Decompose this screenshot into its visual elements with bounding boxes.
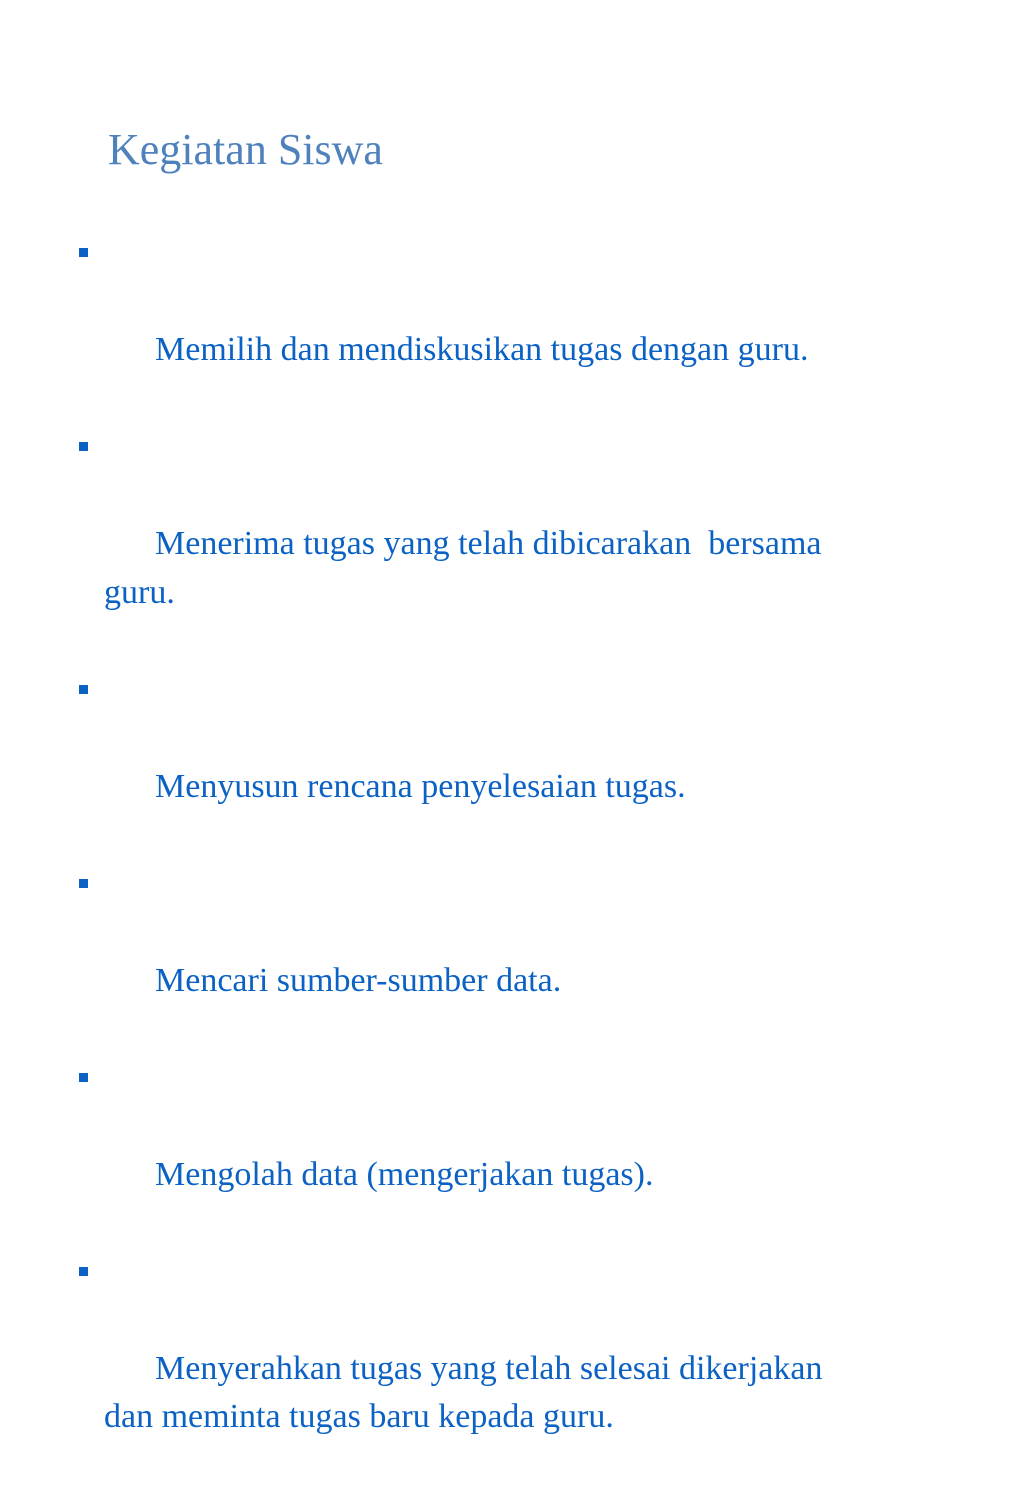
square-bullet-icon [79, 248, 88, 257]
bullet-text: Mencari sumber-sumber data. [155, 962, 561, 999]
bullet-text: Mengolah data (mengerjakan tugas). [155, 1156, 653, 1193]
slide-title: Kegiatan Siswa [108, 122, 383, 178]
square-bullet-icon [79, 1073, 88, 1082]
bullet-text: Memilih dan mendiskusikan tugas dengan guru. [155, 331, 808, 368]
bullet-item [104, 860, 964, 1054]
bullet-item [104, 423, 964, 666]
bullet-item [104, 666, 964, 860]
bullet-text: Menyerahkan tugas yang telah selesai dikerjakan dan meminta tugas baru kepada guru. [104, 1350, 822, 1436]
bullet-list [104, 229, 964, 1490]
square-bullet-icon [79, 879, 88, 888]
square-bullet-icon [79, 442, 88, 451]
square-bullet-icon [79, 1267, 88, 1276]
bullet-item [104, 1248, 964, 1490]
bullet-item [104, 229, 964, 423]
bullet-text: Menerima tugas yang telah dibicarakan bersama guru. [104, 525, 822, 611]
square-bullet-icon [79, 685, 88, 694]
bullet-item [104, 1054, 964, 1248]
bullet-text: Menyusun rencana penyelesaian tugas. [155, 768, 686, 805]
